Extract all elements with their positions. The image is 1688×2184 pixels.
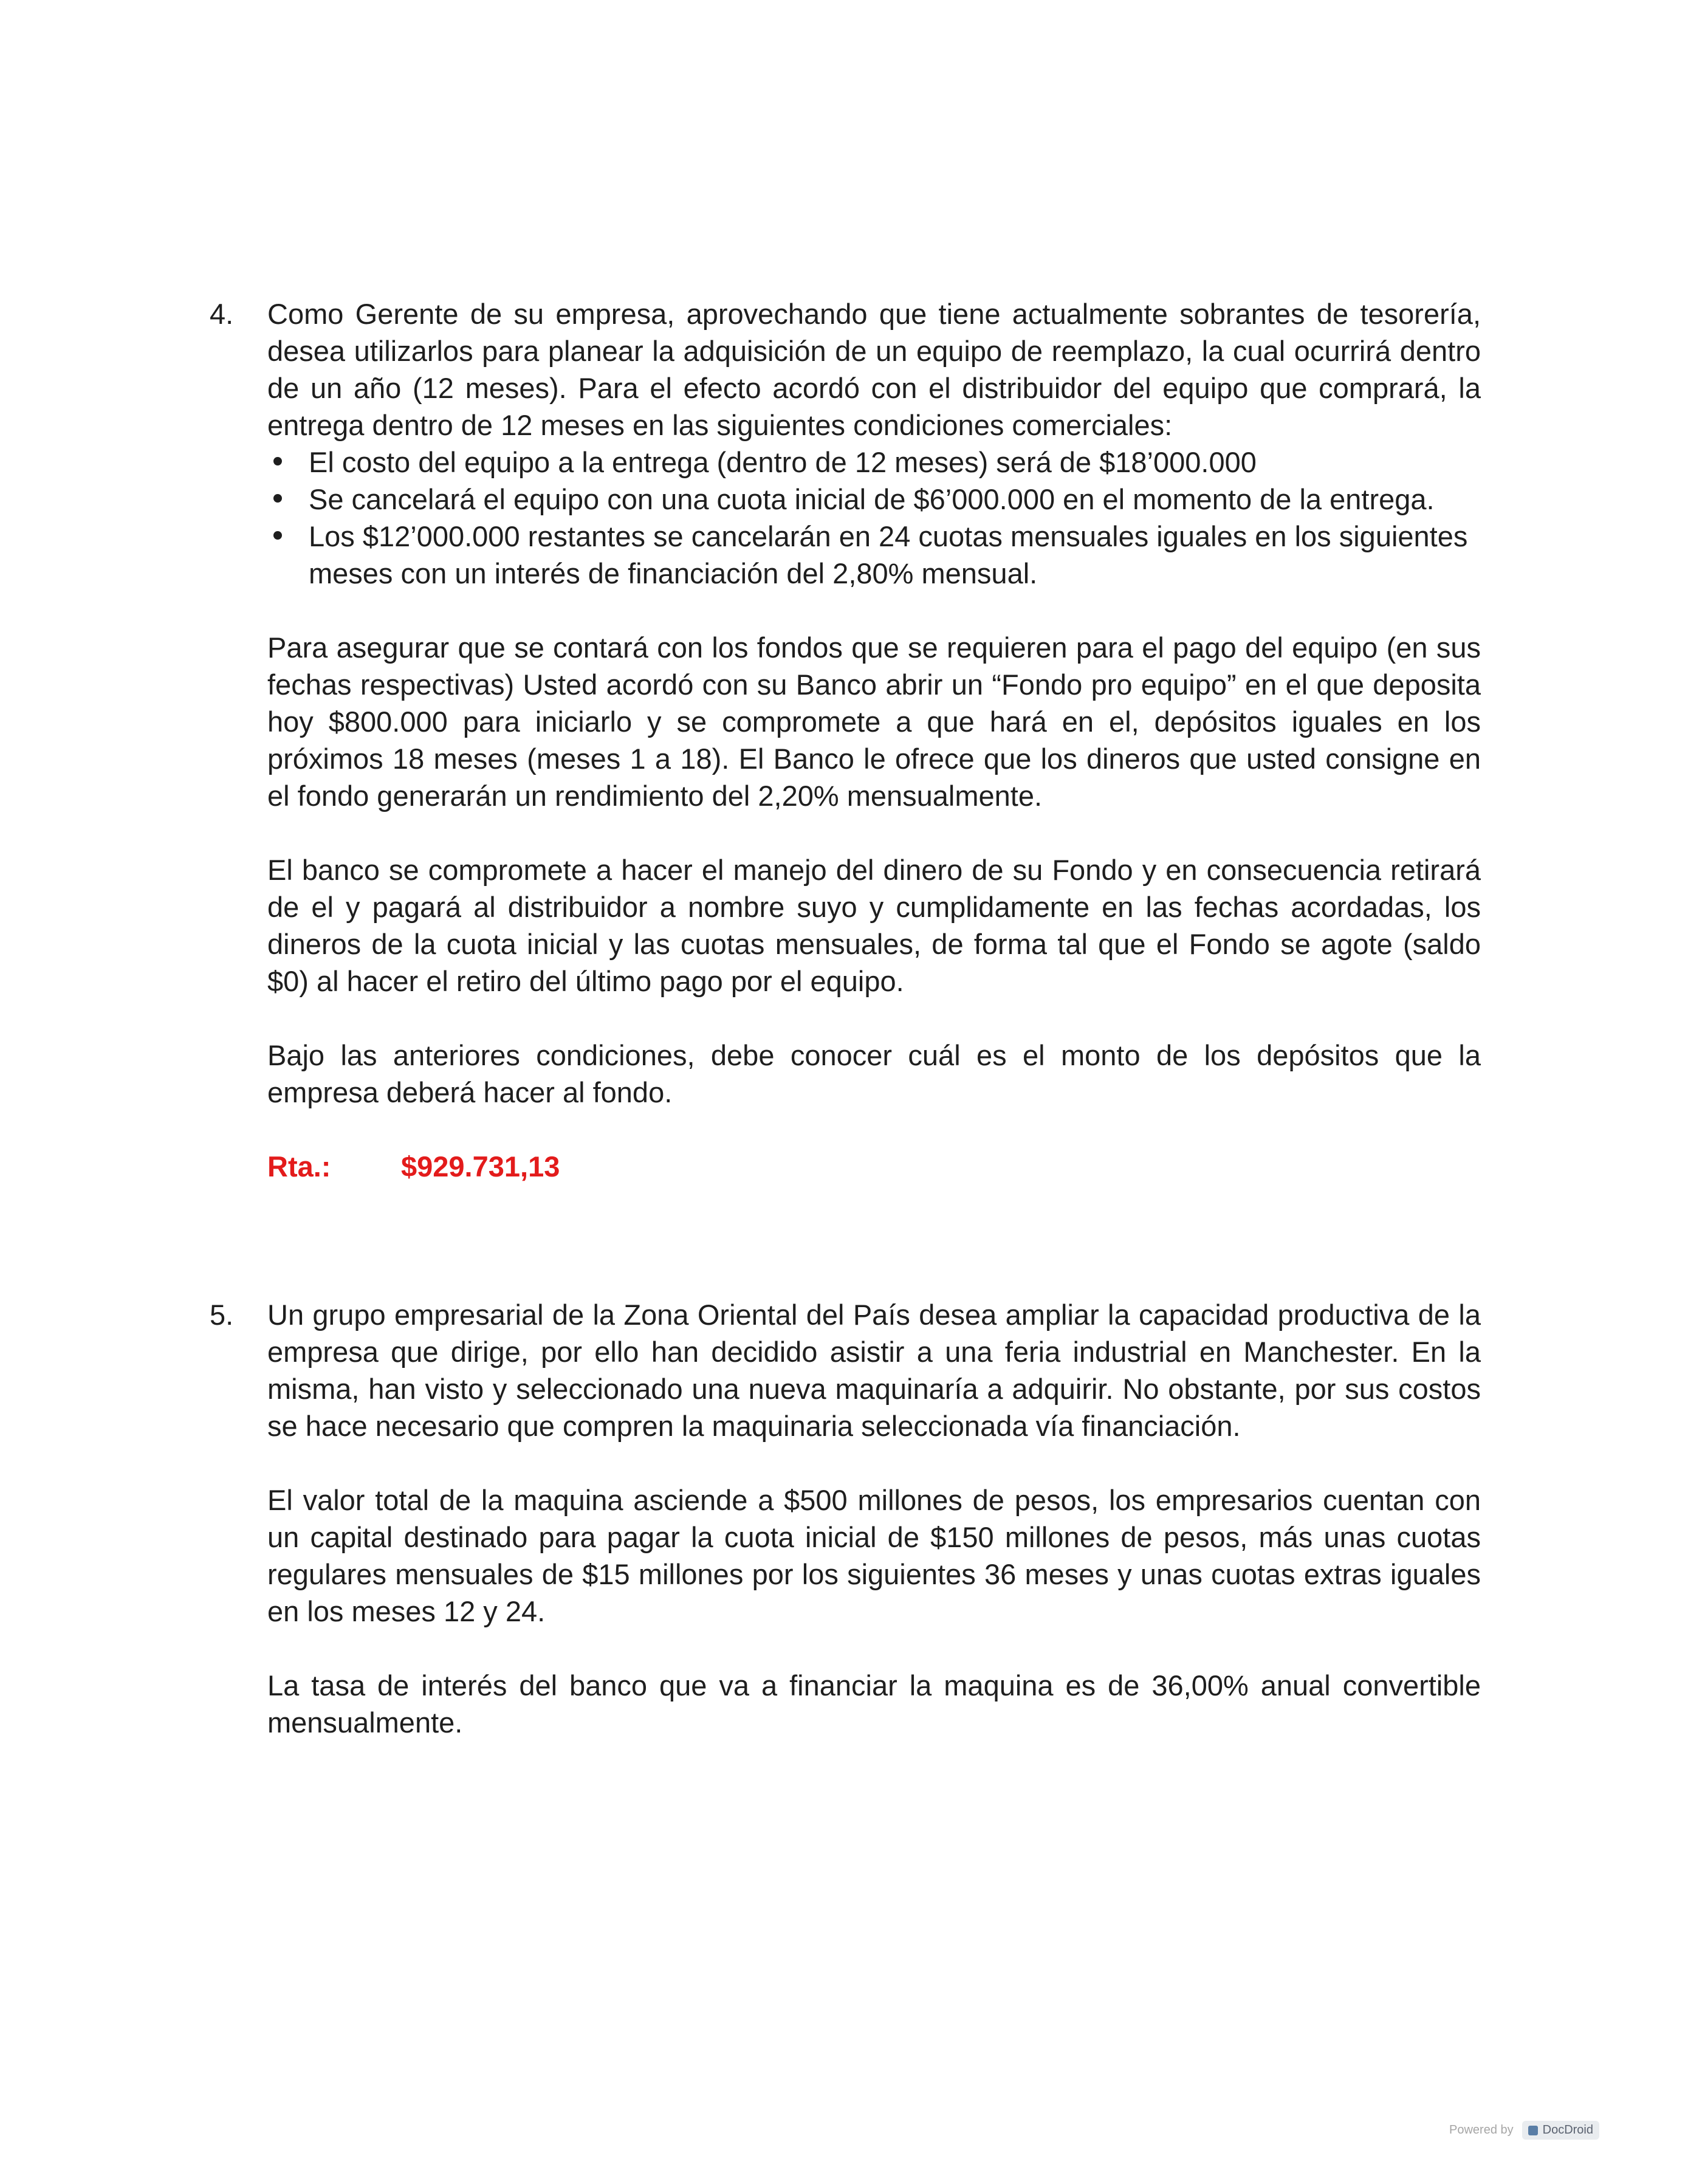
- list-item: El costo del equipo a la entrega (dentro de 12 meses) será de $18’000.000: [267, 444, 1481, 481]
- conditions-list: [267, 444, 1481, 592]
- problem-number: 4.: [210, 298, 234, 330]
- document-content: [210, 295, 1481, 1741]
- problem-number: 5.: [210, 1299, 234, 1331]
- bullet-icon: [273, 494, 282, 503]
- bullet-icon: [273, 457, 282, 465]
- problem-5-paragraph-rate: La tasa de interés del banco que va a financiar la maquina es de 36,00% anual convertible mensualmente.: [267, 1669, 1481, 1739]
- bullet-icon: [273, 531, 282, 540]
- powered-by-badge[interactable]: [1449, 2121, 1599, 2140]
- problem-4-intro: Como Gerente de su empresa, aprovechando que tiene actualmente sobrantes de tesorería, desea utilizarlos para planear la adquisición de un equipo de reemplazo, la cual ocurrirá dentro de un año (12 meses). Para el efecto acordó con el distribuidor del equipo que comprará, la entrega dentro de 12 meses en las siguientes condiciones comerciales:: [267, 298, 1481, 441]
- brand-logo: [1522, 2121, 1599, 2140]
- problem-4: [210, 295, 1481, 1185]
- brand-icon: [1528, 2126, 1538, 2135]
- problem-5-paragraph-value: El valor total de la maquina asciende a $500 millones de pesos, los empresarios cuentan con un capital destinado para pagar la cuota inicial de $150 millones de pesos, más unas cuotas regulares mensuales de $15 millones por los siguientes 36 meses y unas cuotas extras iguales en los meses 12 y 24.: [267, 1484, 1481, 1627]
- answer-value: $929.731,13: [401, 1150, 560, 1183]
- brand-name: DocDroid: [1542, 2123, 1593, 2137]
- list-item: Los $12’000.000 restantes se cancelarán en 24 cuotas mensuales iguales en los siguientes meses con un interés de financiación del 2,80% mensual.: [267, 518, 1481, 592]
- list-item: Se cancelará el equipo con una cuota inicial de $6’000.000 en el momento de la entrega.: [267, 481, 1481, 518]
- problem-5: [210, 1296, 1481, 1741]
- problem-4-question: Bajo las anteriores condiciones, debe conocer cuál es el monto de los depósitos que la empresa deberá hacer al fondo.: [267, 1039, 1481, 1108]
- problem-4-paragraph-bank: El banco se compromete a hacer el manejo del dinero de su Fondo y en consecuencia retirará de el y pagará al distribuidor a nombre suyo y cumplidamente en las fechas acordadas, los dineros de la cuota inicial y las cuotas mensuales, de forma tal que el Fondo se agote (saldo $0) al hacer el retiro del último pago por el equipo.: [267, 854, 1481, 997]
- answer-label: Rta.:: [267, 1150, 331, 1183]
- powered-by-text: Powered by: [1449, 2123, 1514, 2137]
- problem-5-intro: Un grupo empresarial de la Zona Oriental del País desea ampliar la capacidad productiva de la empresa que dirige, por ello han decidido asistir a una feria industrial en Manchester. En la misma, han visto y seleccionado una nueva maquinaría a adquirir. No obstante, por sus costos se hace necesario que compren la maquinaria seleccionada vía financiación.: [267, 1299, 1481, 1442]
- problem-4-paragraph-fund: Para asegurar que se contará con los fondos que se requieren para el pago del equipo (en sus fechas respectivas) Usted acordó con su Banco abrir un “Fondo pro equipo” en el que deposita hoy $800.000 para iniciarlo y se compromete a que hará en el, depósitos iguales en los próximos 18 meses (meses 1 a 18). El Banco le ofrece que los dineros que usted consigne en el fondo generarán un rendimiento del 2,20% mensualmente.: [267, 631, 1481, 812]
- answer: [267, 1148, 1481, 1185]
